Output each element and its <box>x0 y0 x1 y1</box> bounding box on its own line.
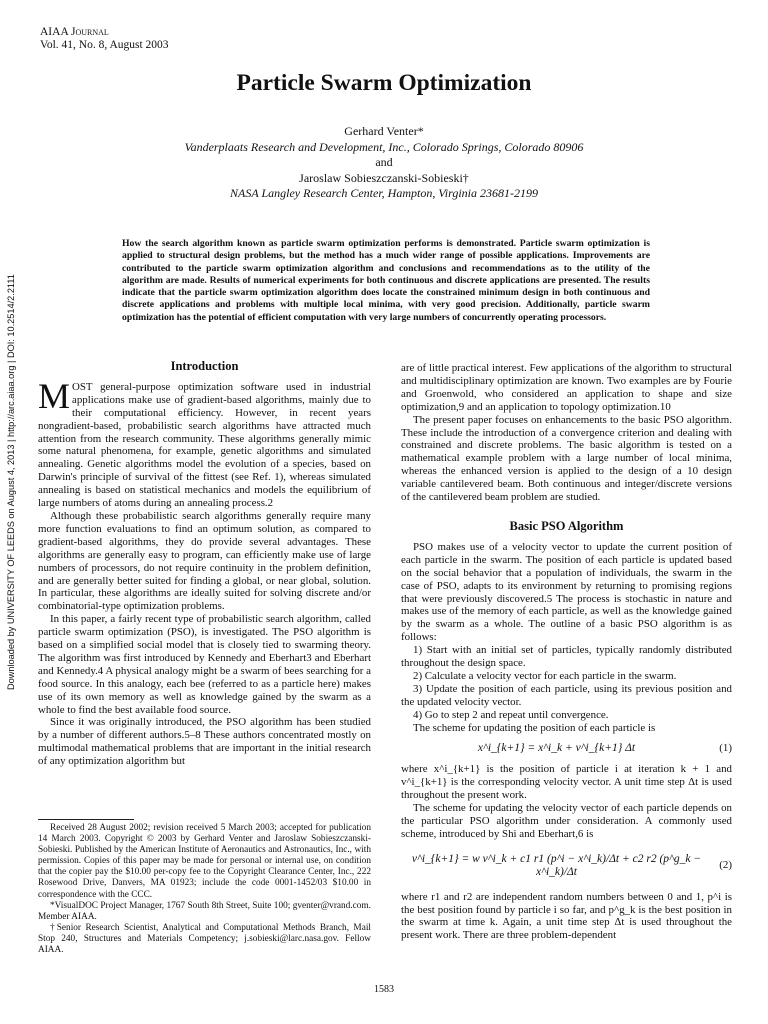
affiliation-1: Vanderplaats Research and Development, Inc., Colorado Springs, Colorado 80906 <box>184 139 584 154</box>
journal-header <box>40 26 169 52</box>
intro-paragraph-1-text: OST general-purpose optimization software used in industrial applications make use of gradient-based algorithms, mainly due to their computational efficiency. However, in recent years nongradient-based, probabilistic search algorithms have attracted much attention from the research community. These algorithms generally mimic some natural phenomena, for example, genetic algorithms and simulated annealing. Genetic algorithms model the evolution of a species, based on Darwin's principle of survival of the fittest (see Ref. 1), whereas simulated annealing is based on statistical mechanics and models the equilibrium of large numbers of atoms during an annealing process.2 <box>38 380 371 510</box>
equation-2-number: (2) <box>719 859 732 872</box>
right-paragraph-6: The scheme for updating the velocity vector of each particle depends on the particular PSO algorithm under consideration. A commonly used scheme, introduced by Shi and Eberhart,6 is <box>401 802 732 840</box>
footnote-author2: †Senior Research Scientist, Analytical and Computational Methods Branch, Mail Stop 240, Structures and Materials Competency; j.sobieski@larc.nasa.gov. Fellow AIAA. <box>38 922 371 956</box>
right-paragraph-4: The scheme for updating the position of each particle is <box>413 721 656 734</box>
footnote-rule <box>38 819 134 820</box>
abstract: How the search algorithm known as particle swarm optimization performs is demonstrated. Particle swarm optimization is applied to structural design problems, but the method has a much wider range of possible applications. Improvements are contributed to the particle swarm optimization algorithm and conclusions and recommendations as to the utility of the algorithm are made. Results of numerical experiments for both continuous and discrete applications are presented. The results indicate that the particle swarm optimization algorithm does locate the constrained minimum design in both continuous and discrete applications and problems with multiple local minima, with very good precision. Additionally, particle swarm optimization has the potential of efficient computation with very large numbers of concurrently operating processors. <box>122 238 650 323</box>
intro-paragraph-2: Although these probabilistic search algorithms generally require many more function evaluations to find an optimum solution, as compared to gradient-based algorithms, they do provide several advantages. These algorithms are generally easy to program, can efficiently make use of large numbers of processors, do not require continuity in the problem definition, and are generally better suited for finding a global, or near global, solution. In particular, these algorithms are ideally suited for solving discrete and/or combinatorial-type optimization problems. <box>38 509 371 613</box>
intro-paragraph-1 <box>38 375 371 510</box>
right-paragraph-3: PSO makes use of a velocity vector to update the current position of each particle in the swarm. The position of each particle is updated based on the social behavior that a population of individuals, the swarm in the case of PSO, adapts to its environment by returning to promising regions that were previously discovered.5 The process is stochastic in nature and makes use of the memory of each particle, as well as the knowledge gained by the swarm as a whole. The outline of a basic PSO algorithm is as follows: <box>401 540 732 644</box>
algorithm-step-1: 1) Start with an initial set of particles, typically randomly distributed throughout the design space. <box>401 644 732 670</box>
equation-1 <box>401 742 732 755</box>
right-paragraph-2: The present paper focuses on enhancements to the basic PSO algorithm. These include the introduction of a convergence criterion and dealing with constrained and discrete problems. The basic algorithm is tested on a mathematical example problem with a large number of local minima, whereas the enhanced version is applied to the design of a 10 design variable cantilevered beam. Both continuous and integer/discrete versions of the cantilevered beam problem are studied. <box>401 413 732 504</box>
intro-paragraph-3: In this paper, a fairly recent type of probabilistic search algorithm, called particle swarm optimization (PSO), is investigated. The PSO algorithm is based on a simplified social model that is closely tied to swarming theory. The algorithm was first introduced by Kennedy and Eberhart3 and Eberhart and Kennedy.4 A physical analogy might be a swarm of bees searching for a food source. In this analogy, each bee (referred to as a particle here) makes use of its own memory as well as knowledge gained by the swarm as a whole to find the best available food source. <box>38 613 371 716</box>
right-paragraph-5: where x^i_{k+1} is the position of particle i at iteration k + 1 and v^i_{k+1} is the corresponding velocity vector. A unit time step Δt is used throughout the present work. <box>401 763 732 802</box>
author-and: and <box>375 155 393 169</box>
left-column <box>38 360 371 768</box>
author-1: Gerhard Venter* <box>344 124 424 138</box>
equation-2-expression: v^i_{k+1} = w v^i_k + c1 r1 (p^i − x^i_k)/Δt + c2 r2 (p^g_k − x^i_k)/Δt <box>411 852 702 878</box>
author-block <box>0 124 768 202</box>
equation-2 <box>401 853 732 879</box>
algorithm-step-4: 4) Go to step 2 and repeat until convergence. <box>413 708 609 721</box>
algorithm-step-2: 2) Calculate a velocity vector for each particle in the swarm. <box>413 669 677 682</box>
sidebar-text: Downloaded by UNIVERSITY OF LEEDS on August 4, 2013 | http://arc.aiaa.org | DOI: 10.2514/2.2111 <box>6 274 16 690</box>
algorithm-step-3: 3) Update the position of each particle, using its previous position and the updated velocity vector. <box>401 682 732 708</box>
journal-volume: Vol. 41, No. 8, August 2003 <box>40 39 169 51</box>
introduction-heading: Introduction <box>170 359 239 373</box>
right-paragraph-7: where r1 and r2 are independent random numbers between 0 and 1, p^i is the best position found by particle i so far, and p^g_k is the best position in the swarm at time k. Again, a unit time step Δt is used throughout the present work. There are three problem-dependent <box>401 890 732 942</box>
footnote-received: Received 28 August 2002; revision received 5 March 2003; accepted for publication 14 March 2003. Copyright © 2003 by Gerhard Venter and Jaroslaw Sobieszczanski-Sobieski. Published by the American Institute of Aeronautics and Astronautics, Inc., with permission. Copies of this paper may be made for personal or internal use, on condition that the copier pay the $10.00 per-copy fee to the Copyright Clearance Center, Inc., 222 Rosewood Drive, Danvers, MA 01923; include the code 0001-1452/03 $10.00 in correspondence with the CCC. <box>38 823 371 900</box>
page-number: 1583 <box>374 984 394 995</box>
author-2: Jaroslaw Sobieszczanski-Sobieski† <box>299 170 469 185</box>
intro-paragraph-4: Since it was originally introduced, the PSO algorithm has been studied by a number of different authors.5–8 These authors concentrated mostly on multimodal mathematical problems that are important in the initial research of any optimization algorithm but <box>38 716 371 768</box>
paper-title: Particle Swarm Optimization <box>236 70 532 96</box>
equation-1-number: (1) <box>719 742 732 755</box>
journal-name-first: AIAA J <box>40 26 76 38</box>
download-sidebar <box>0 274 16 690</box>
right-column <box>401 362 732 942</box>
dropcap: M <box>38 375 71 416</box>
journal-name-rest: ournal <box>75 26 109 38</box>
affiliation-2: NASA Langley Research Center, Hampton, Virginia 23681-2199 <box>230 186 538 200</box>
right-paragraph-1: are of little practical interest. Few applications of the algorithm to structural and multidisciplinary optimization are known. Two examples are by Fourie and Groenwold, who considered an application to shape and size optimization,9 and an application to topology optimization.10 <box>401 362 732 413</box>
footnotes <box>38 823 371 956</box>
footnote-author1: *VisualDOC Project Manager, 1767 South 8th Street, Suite 100; gventer@vrand.com. Member AIAA. <box>38 900 371 922</box>
basic-pso-heading: Basic PSO Algorithm <box>509 518 624 533</box>
equation-1-expression: x^i_{k+1} = x^i_k + v^i_{k+1} Δt <box>477 742 636 755</box>
